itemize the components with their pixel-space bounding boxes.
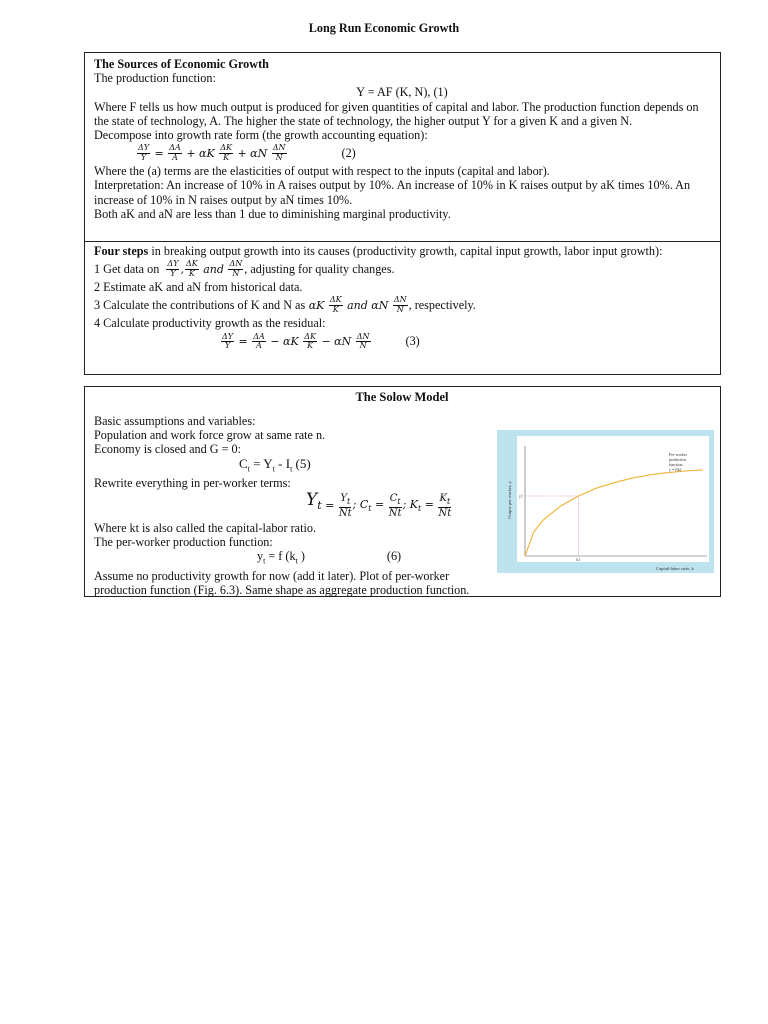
point-guides: [525, 496, 578, 556]
solow-line-3: Economy is closed and G = 0:: [94, 442, 242, 457]
curve-annotation-line: production: [669, 457, 687, 462]
solow-line-2: Population and work force grow at same rate n.: [94, 428, 326, 443]
page-title: Long Run Economic Growth: [308, 21, 460, 35]
solow-line-7b: production function (Fig. 6.3). Same shape as aggregate production function.: [94, 582, 470, 597]
k1-tick-label: k1: [576, 557, 581, 562]
curve-annotation-line: function,: [669, 462, 684, 467]
chart-plot-area: [517, 436, 709, 562]
interpretation-text: Interpretation: An increase of 10% in A raises output by 10%. An increase of 10% in K raises output by aK times 10%. An increase of 10% in N raises output by aN times 10%.: [94, 178, 691, 207]
solow-line-1: Basic assumptions and variables:: [94, 414, 256, 428]
solow-line-6: The per-worker production function:: [94, 534, 273, 549]
production-function-chart: [497, 430, 714, 573]
step-3: 3 Calculate the contributions of K and N as αK $\frac{\Delta K}{K}$ and αN $\frac{\Delta N}{N}$ , respectively.: [94, 295, 476, 314]
solow-line-5: Where kt is also called the capital-labor ratio.: [94, 520, 316, 535]
equation-2-number: (2): [341, 145, 356, 160]
chart-svg: [517, 436, 709, 562]
elasticities-text: Where the (a) terms are the elasticities of output with respect to the inputs (capital and labor).: [94, 164, 550, 179]
decompose-text: Decompose into growth rate form (the growth accounting equation):: [94, 128, 428, 143]
x-axis-label: Capital-labor ratio, k: [656, 566, 694, 571]
production-function-text: Where F tells us how much output is produced for given quantities of capital and labor. The production function depends on the state of technology, A. The higher the state of technology, the higher output Y for a given K and a given N.: [94, 99, 699, 128]
equation-5: $C_t = Y_t - I_t$ (5): [239, 455, 311, 474]
equation-6: $y_t = f$ ($k_t$ ) (6): [257, 549, 402, 566]
four-steps-box: [84, 241, 721, 375]
curve-annotation-line: y = f(k): [669, 467, 682, 472]
residual-equation: $\frac{\Delta Y}{Y}$ = $\frac{\Delta A}{A}$ − αK $\frac{\Delta K}{K}$ − αN $\frac{\Delta N}{N}$ (3): [222, 331, 420, 351]
solow-line-7a: Assume no productivity growth for now (add it later). Plot of per-worker: [94, 568, 450, 583]
sources-heading: The Sources of Economic Growth: [94, 57, 269, 71]
sources-box: [84, 52, 721, 242]
step-4: 4 Calculate productivity growth as the residual:: [94, 316, 326, 331]
per-worker-equation: Y t = $\frac{Y_t}{Nt}$ ; $C_t$ = $\frac{C_t}{Nt}$ ; $K_t$ = $\frac{K_t}{Nt}$: [306, 489, 452, 519]
solow-line-4: Rewrite everything in per-worker terms:: [94, 476, 291, 491]
solow-heading: The Solow Model: [355, 390, 449, 404]
step-2: 2 Estimate aK and aN from historical data.: [94, 280, 303, 295]
step-1: 1 Get data on $\frac{\Delta Y}{Y}$ , $\frac{\Delta K}{K}$ and $\frac{\Delta N}{N}$ , adjusting for quality changes.: [94, 259, 395, 278]
production-function-intro: The production function:: [94, 71, 216, 86]
growth-accounting-equation: $\frac{\Delta Y}{Y}$ = $\frac{\Delta A}{A}$ + αK $\frac{\Delta K}{K}$ + αN $\frac{\Delta N}{N}$ (2): [138, 143, 356, 162]
equation-3-number: (3): [405, 334, 420, 349]
production-curve: [525, 470, 703, 556]
diminishing-text: Both aK and aN are less than 1 due to diminishing marginal productivity.: [94, 206, 451, 221]
y-axis-label: Output per worker, y: [507, 481, 512, 519]
equation-1: Y = AF (K, N), (1): [356, 85, 448, 100]
y1-tick-label: y1: [519, 493, 523, 499]
curve-annotation-line: Per-worker: [669, 452, 687, 457]
four-steps-intro: Four steps in breaking output growth into its causes (productivity growth, capital input growth, labor input growth):: [94, 244, 663, 258]
